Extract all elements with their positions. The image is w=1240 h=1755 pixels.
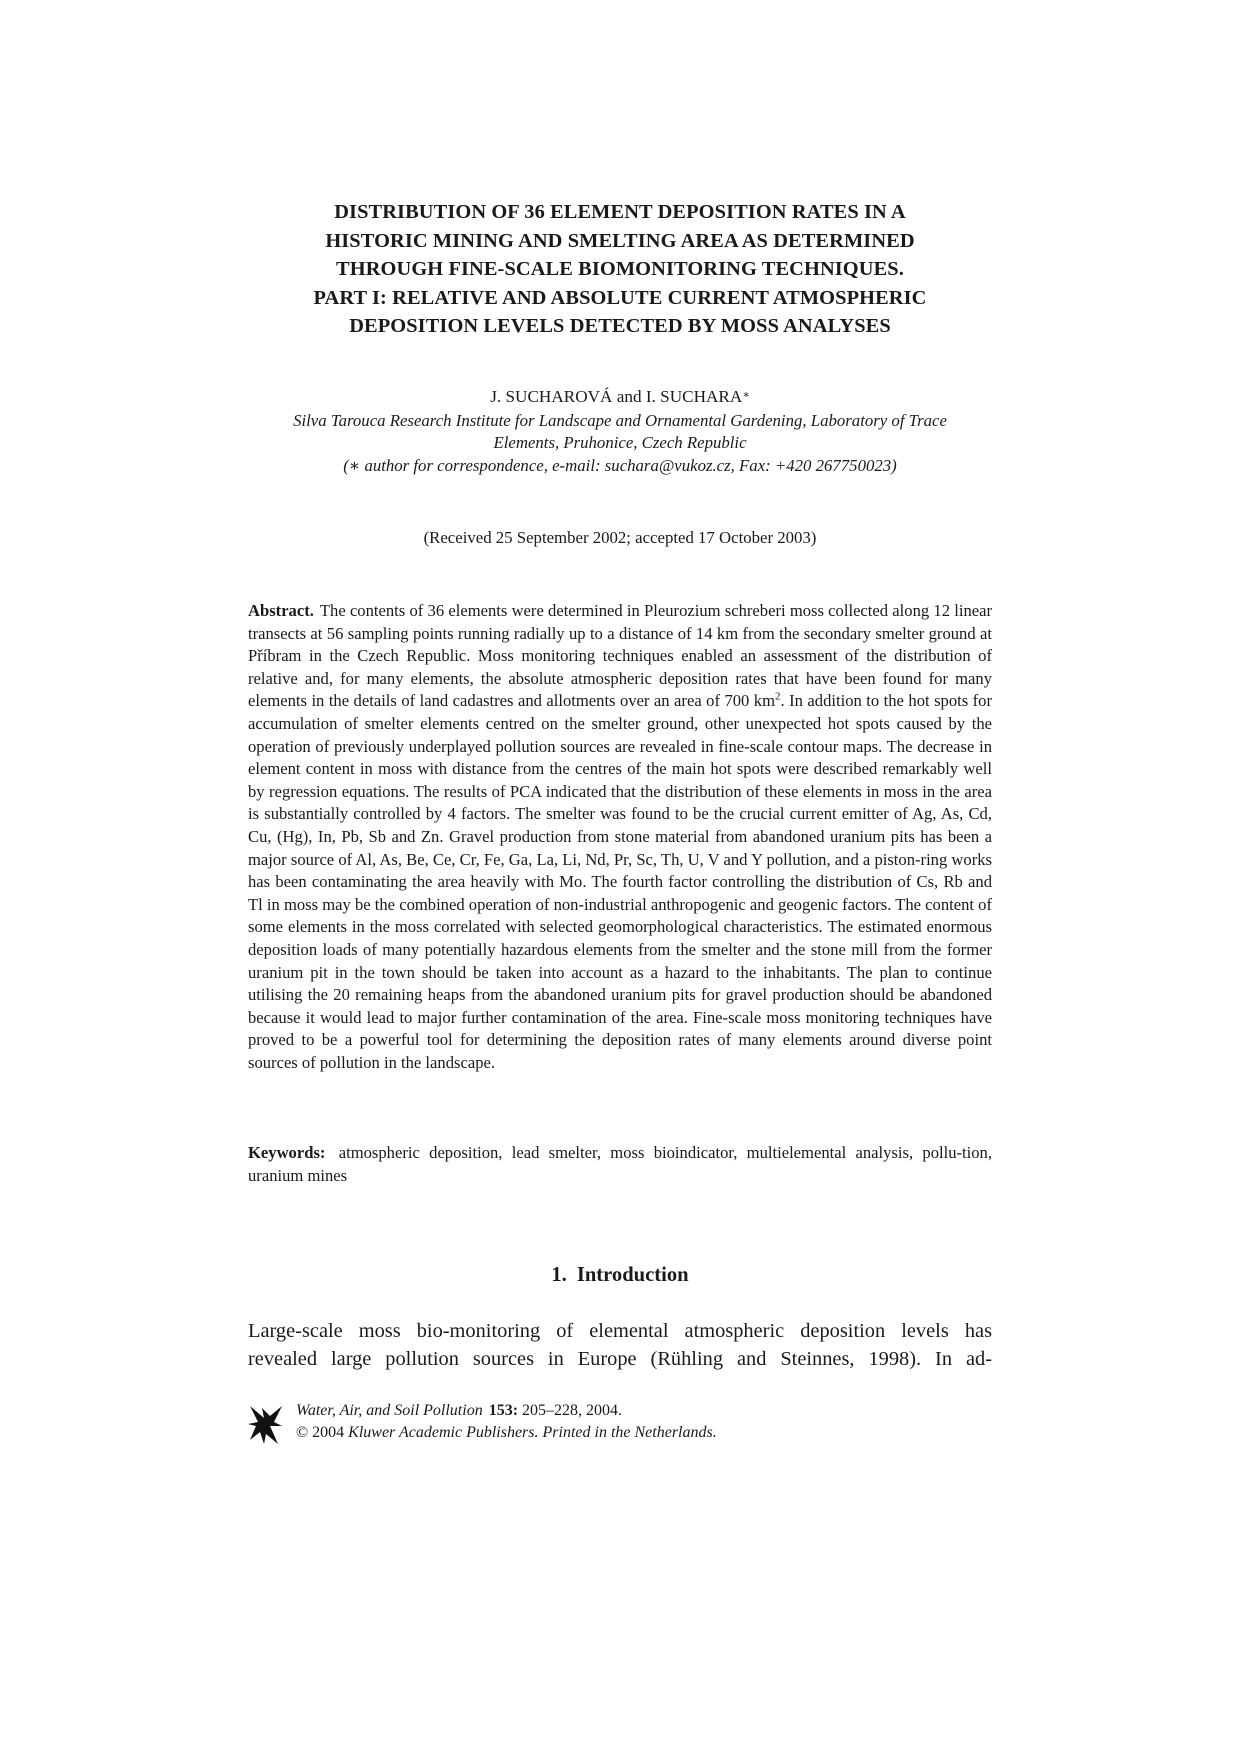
- paper-title: [248, 198, 992, 341]
- abstract-text-part-2: . In addition to the hot spots for accumulation of smelter elements centred on the smelter ground, other unexpected hot spots caused by the operation of previously underplayed pollution sources are revealed in fine-scale contour maps. The decrease in element content in moss with distance from the centres of the main hot spots were described remarkably well by regression equations. The results of PCA indicated that the distribution of these elements in moss in the area is substantially controlled by 4 factors. The smelter was found to be the crucial current emitter of Ag, As, Cd, Cu, (Hg), In, Pb, Sb and Zn. Gravel production from stone material from abandoned uranium pits has been a major source of Al, As, Be, Ce, Cr, Fe, Ga, La, Li, Nd, Pr, Sc, Th, U, V and Y pollution, and a piston-ring works has been contaminating the area heavily with Mo. The fourth factor controlling the distribution of Cs, Rb and Tl in moss may be the combined operation of non-industrial anthropogenic and geogenic factors. The content of some elements in the moss correlated with selected geomorphological characteristics. The estimated enormous deposition loads of many potentially hazardous elements from the smelter and the stone mill from the former uranium pit in the town should be taken into account as a hazard to the inhabitants. The plan to continue utilising the 20 remaining heaps from the abandoned uranium pits for gravel production should be abandoned because it would lead to major further contamination of the area. Fine-scale moss monitoring techniques have proved to be a powerful tool for determining the deposition rates of many elements around diverse point sources of pollution in the landscape.: [248, 691, 993, 1072]
- authors: [248, 386, 992, 408]
- keywords-text: atmospheric deposition, lead smelter, moss bioindicator, multielemental analysis, pollu-tion, uranium mines: [248, 1143, 993, 1185]
- journal-pages: 205–228, 2004.: [522, 1402, 623, 1419]
- citation-line-2: [296, 1422, 717, 1444]
- journal-name: Water, Air, and Soil Pollution: [296, 1402, 483, 1419]
- abstract-label: Abstract.: [248, 601, 314, 620]
- affiliation-line-2: Elements, Pruhonice, Czech Republic: [493, 433, 747, 453]
- correspondence-marker: ∗: [742, 389, 750, 401]
- received-dates: (Received 25 September 2002; accepted 17 October 2003): [423, 528, 817, 547]
- publisher: Kluwer Academic Publishers. Printed in the Netherlands.: [348, 1424, 717, 1441]
- citation: [296, 1400, 717, 1444]
- intro-line-2: revealed large pollution sources in Europe (Rühling and Steinnes, 1998). In ad-: [248, 1347, 992, 1370]
- abstract: [248, 600, 992, 1074]
- title-line-3: THROUGH FINE-SCALE BIOMONITORING TECHNIQUES.: [336, 258, 904, 280]
- title-line-1: DISTRIBUTION OF 36 ELEMENT DEPOSITION RATES IN A: [334, 201, 906, 223]
- journal-volume: 153:: [488, 1402, 519, 1419]
- section-number: 1.: [551, 1264, 567, 1286]
- author-names: J. SUCHAROVÁ and I. SUCHARA: [490, 387, 743, 406]
- publisher-logo-icon: [248, 1404, 284, 1446]
- section-heading: [248, 1262, 992, 1288]
- title-line-5: DEPOSITION LEVELS DETECTED BY MOSS ANALYSES: [349, 315, 891, 337]
- abstract-text-part-1: The contents of 36 elements were determined in Pleurozium schreberi moss collected along 12 linear transects at 56 sampling points running radially up to a distance of 14 km from the secondary smelter ground at Příbram in the Czech Republic. Moss monitoring techniques enabled an assessment of the distribution of relative and, for many elements, the absolute atmospheric deposition rates that have been found for many elements in the details of land cadastres and allotments over an area of 700 km: [248, 601, 992, 711]
- journal-footer: [248, 1400, 992, 1448]
- intro-line-1: Large-scale moss bio-monitoring of elemental atmospheric deposition levels has: [248, 1320, 992, 1342]
- section-title: Introduction: [576, 1264, 689, 1286]
- correspondence-line: (∗ author for correspondence, e-mail: suchara@vukoz.cz, Fax: +420 267750023): [343, 455, 897, 475]
- affiliation: [248, 410, 992, 477]
- citation-line-1: [296, 1400, 717, 1422]
- introduction-paragraph: [248, 1318, 992, 1373]
- copyright: © 2004: [296, 1424, 345, 1441]
- title-line-2: HISTORIC MINING AND SMELTING AREA AS DETERMINED: [325, 229, 915, 252]
- affiliation-line-1: Silva Tarouca Research Institute for Landscape and Ornamental Gardening, Laboratory of Trace: [293, 411, 947, 430]
- title-line-4: PART I: RELATIVE AND ABSOLUTE CURRENT ATMOSPHERIC: [313, 286, 927, 309]
- abstract-superscript: 2: [775, 690, 781, 703]
- keywords-label: Keywords:: [248, 1143, 326, 1162]
- keywords: [248, 1142, 992, 1187]
